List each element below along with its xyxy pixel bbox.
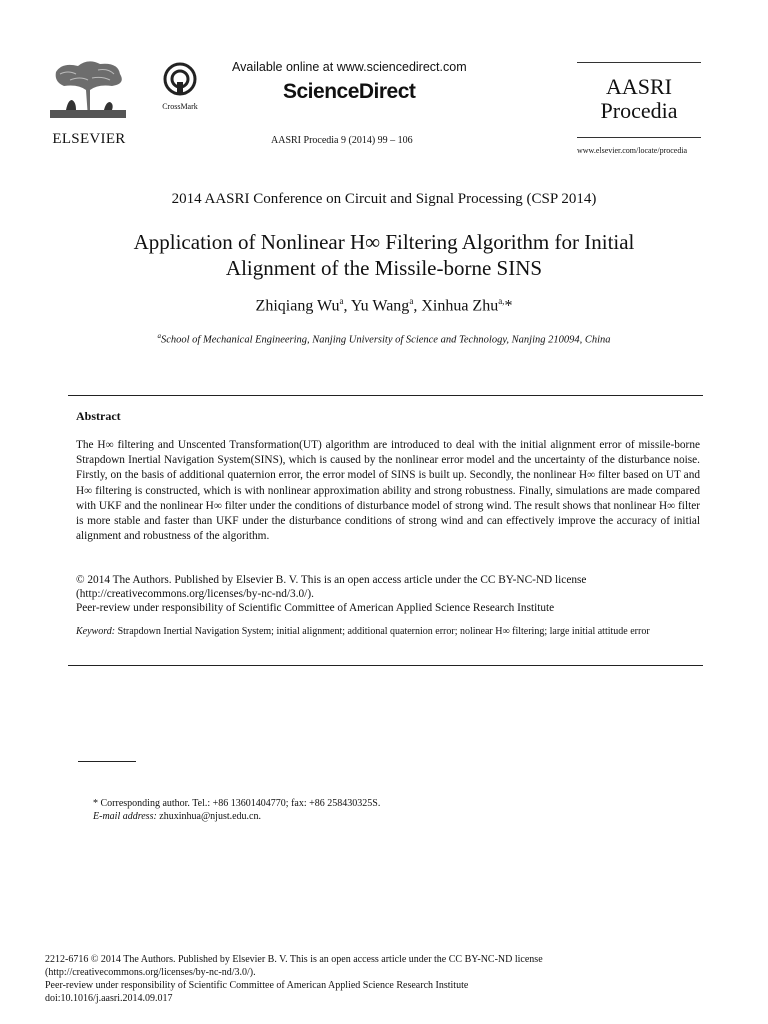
abstract-body: The H∞ filtering and Unscented Transformation(UT) algorithm are introduced to deal with the initial alignment error of missile-borne Strapdown Inertial Navigation System(SINS), which is caused by the nonlinear error model and the uncertainty of the disturbance noise. Firstly, on the basis of additional quaternion error, the error model of SINS is built up. Secondly, the nonlinear H∞ filter based on UT and H∞ filtering is constructed, which is with nonlinear approximation ability and strong robustness. Finally, simulations are made compared with UKF and the nonlinear H∞ filter under the conditions of disturbance model of strong wind. The result shows that nonlinear H∞ filter is more stable and faster than UKF under the disturbance conditions of strong wind and can effectively improve the accuracy of initial alignment and robustness of the algorithm. — [76, 439, 700, 543]
footer-peer-review: Peer-review under responsibility of Scientific Committee of American Applied Science Research Institute — [45, 980, 469, 991]
author-affiliation-mark: a — [409, 296, 414, 306]
author-affiliation — [0, 332, 768, 346]
abstract-bottom-rule — [68, 665, 703, 666]
author-separator: , — [343, 297, 351, 315]
journal-name-line1: AASRI — [605, 74, 672, 99]
paper-title-line2: Alignment of the Missile-borne SINS — [225, 256, 543, 280]
email-address[interactable]: zhuxinhua@njust.edu.cn. — [156, 811, 261, 822]
abstract-top-rule — [68, 395, 703, 396]
sciencedirect-logo[interactable]: ScienceDirect — [283, 80, 416, 103]
corresponding-author-contact: * Corresponding author. Tel.: +86 13601404770; fax: +86 258430325S. — [93, 798, 381, 809]
keywords-label: Keyword: — [76, 626, 116, 637]
available-online-text: Available online at www.sciencedirect.com — [232, 60, 467, 74]
author-affiliation-mark: a, — [498, 296, 505, 306]
author-name: Zhiqiang Wu — [255, 297, 340, 315]
journal-name — [577, 75, 701, 123]
corresponding-author-mark: * — [504, 297, 513, 315]
affiliation-text: School of Mechanical Engineering, Nanjing University of Science and Technology, Nanjing 210094, China — [160, 334, 611, 346]
author-list — [0, 296, 768, 315]
copyright-line: © 2014 The Authors. Published by Elsevier B. V. This is an open access article under the CC BY-NC-ND license — [76, 574, 587, 586]
copyright-notice — [76, 573, 706, 615]
peer-review-line: Peer-review under responsibility of Scientific Committee of American Applied Science Research Institute — [76, 602, 555, 614]
email-label: E-mail address: — [93, 811, 157, 822]
journal-name-line2: Procedia — [600, 98, 678, 123]
journal-bottom-rule — [577, 137, 701, 138]
paper-title — [60, 229, 708, 281]
elsevier-tree-logo — [48, 60, 128, 120]
journal-citation: AASRI Procedia 9 (2014) 99 – 106 — [271, 135, 413, 146]
author-separator: , — [413, 297, 422, 315]
journal-url[interactable]: www.elsevier.com/locate/procedia — [577, 146, 688, 155]
footer-issn-license: 2212-6716 © 2014 The Authors. Published by Elsevier B. V. This is an open access article under the CC BY-NC-ND license — [45, 954, 543, 965]
crossmark-icon — [163, 62, 197, 96]
author-affiliation-mark: a — [339, 296, 344, 306]
affiliation-mark: a — [157, 332, 161, 340]
author-name: Xinhua Zhu — [421, 297, 499, 315]
crossmark-badge[interactable] — [158, 62, 202, 111]
footer-license-link[interactable]: (http://creativecommons.org/licenses/by-nc-nd/3.0/). — [45, 967, 256, 978]
license-link[interactable]: (http://creativecommons.org/licenses/by-nc-nd/3.0/). — [76, 588, 314, 600]
crossmark-label: CrossMark — [162, 102, 198, 111]
journal-top-rule — [577, 62, 701, 63]
conference-name: 2014 AASRI Conference on Circuit and Signal Processing (CSP 2014) — [171, 191, 597, 207]
email-line — [93, 810, 380, 823]
corresponding-author-footnote — [93, 797, 380, 823]
keywords — [76, 625, 701, 639]
page-footer — [45, 953, 725, 1005]
keywords-list: Strapdown Inertial Navigation System; initial alignment; additional quaternion error; nolinear H∞ filtering; large initial attitude error — [115, 626, 650, 637]
footnote-rule — [78, 761, 136, 762]
paper-title-line1: Application of Nonlinear H∞ Filtering Algorithm for Initial — [133, 230, 635, 254]
abstract-heading: Abstract — [76, 409, 121, 423]
footer-doi[interactable]: doi:10.1016/j.aasri.2014.09.017 — [45, 993, 173, 1004]
author-name: Yu Wang — [350, 297, 410, 315]
publisher-name: ELSEVIER — [52, 131, 126, 147]
